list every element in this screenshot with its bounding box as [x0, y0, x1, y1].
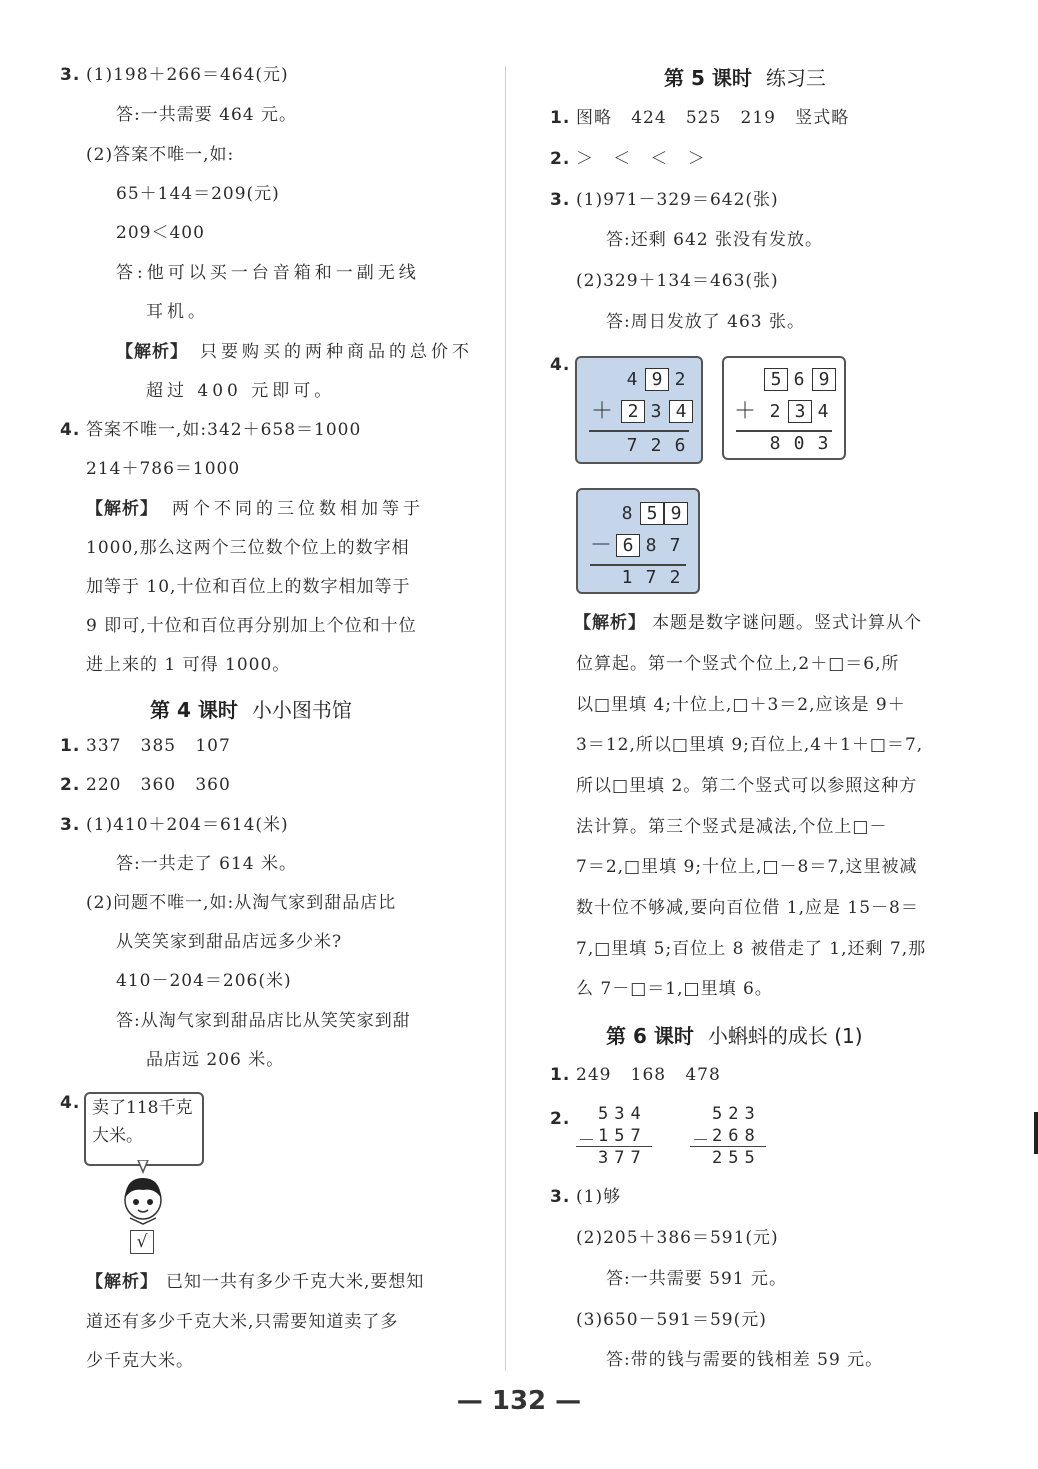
- analysis-text: 么 7－□＝1,□里填 6。: [576, 979, 773, 999]
- lesson-label: 第 6 课时: [606, 1024, 694, 1048]
- analysis-text: 位算起。第一个竖式个位上,2＋□＝6,所: [576, 654, 900, 674]
- question-number: 1.: [550, 1065, 571, 1085]
- filled-box: 6: [616, 534, 640, 557]
- digit: 7: [669, 535, 681, 556]
- lesson-label: 第 4 课时: [150, 698, 238, 722]
- filled-box: 3: [788, 400, 812, 423]
- question-number: 1.: [550, 108, 571, 128]
- digit: 2: [674, 369, 686, 390]
- analysis-text: 进上来的 1 可得 1000。: [86, 655, 291, 675]
- question-number: 3.: [550, 1187, 571, 1207]
- bubble-text: 大米。: [92, 1126, 143, 1146]
- lesson-heading: [664, 62, 826, 91]
- sum-line: [589, 430, 689, 432]
- answer-line: 答:带的钱与需要的钱相差 59 元。: [606, 1350, 884, 1370]
- digit: 8: [645, 535, 657, 556]
- analysis-tag: 【解析】: [574, 613, 646, 633]
- minus-sign: －: [578, 1131, 601, 1151]
- question-number: 2.: [550, 1109, 571, 1129]
- digit-puzzle-3: [576, 488, 700, 594]
- lesson-title: 练习三: [765, 66, 826, 90]
- minus-sign: －: [692, 1131, 715, 1151]
- analysis-text: 7,□里填 5;百位上 8 被借走了 1,还剩 7,那: [576, 939, 927, 959]
- question-number: 3.: [60, 65, 81, 85]
- lesson-heading: [150, 694, 352, 723]
- digit: 1: [621, 567, 633, 588]
- answer-line: (2)329＋134＝463(张): [576, 271, 779, 291]
- answer-line: 答:还剩 642 张没有发放。: [606, 230, 823, 250]
- question-number: 2.: [550, 149, 571, 169]
- analysis-tag: 【解析】: [116, 342, 188, 362]
- digit: 7: [626, 435, 638, 456]
- analysis-text: 以□里填 4;十位上,□＋3＝2,应该是 9＋: [576, 695, 906, 715]
- digit: 2: [650, 435, 662, 456]
- answer-line: (2)问题不唯一,如:从淘气家到甜品店比: [86, 893, 397, 913]
- filled-box: 9: [645, 368, 669, 391]
- answer-line: 249 168 478: [576, 1065, 721, 1085]
- question-number: 4.: [60, 1093, 81, 1113]
- answer-line: 答:一共需要 464 元。: [116, 105, 297, 125]
- answer-line: (2)答案不唯一,如:: [86, 145, 235, 165]
- digit: 4: [626, 369, 638, 390]
- analysis-tag: 【解析】: [86, 1272, 158, 1292]
- answer-line: (1)够: [576, 1187, 622, 1207]
- column-divider: [505, 66, 506, 1371]
- digit: 2: [669, 567, 681, 588]
- analysis-text: 本题是数字谜问题。竖式计算从个: [652, 613, 922, 633]
- child-face-illustration: [110, 1160, 180, 1230]
- digit: 6: [674, 435, 686, 456]
- answer-line: 品店远 206 米。: [146, 1050, 285, 1070]
- answer-line: 答:一共走了 614 米。: [116, 854, 297, 874]
- answer-line: (3)650－591＝59(元): [576, 1310, 767, 1330]
- analysis-text: 少千克大米。: [86, 1351, 194, 1371]
- digit: 6: [793, 369, 805, 390]
- digit: 8: [621, 503, 633, 524]
- plus-sign: ＋: [734, 399, 757, 424]
- analysis-text: 1000,那么这两个三位数个位上的数字相: [86, 538, 410, 558]
- answer-line: (1)410＋204＝614(米): [86, 815, 289, 835]
- lesson-title: 小小图书馆: [251, 698, 352, 722]
- answer-line: 从笑笑家到甜品店远多少米?: [116, 932, 343, 952]
- digit-puzzle-2: [722, 356, 846, 460]
- question-number: 3.: [60, 815, 81, 835]
- digit-puzzle-1: [575, 356, 703, 464]
- digit: 2: [769, 401, 781, 422]
- analysis-text: 所以□里填 2。第二个竖式可以参照这种方: [576, 776, 918, 796]
- filled-box: 4: [669, 400, 693, 423]
- digit: 0: [793, 433, 805, 454]
- analysis-text: 7＝2,□里填 9;十位上,□－8＝7,这里被减: [576, 857, 918, 877]
- answer-line: 答:一共需要 591 元。: [606, 1269, 787, 1289]
- answer-line: 337 385 107: [86, 736, 231, 756]
- analysis-text: 道还有多少千克大米,只需要知道卖了多: [86, 1312, 399, 1332]
- minus-sign: －: [590, 533, 613, 558]
- answer-line: 220 360 360: [86, 775, 231, 795]
- question-number: 4.: [550, 355, 571, 375]
- analysis-text: 9 即可,十位和百位再分别加上个位和十位: [86, 616, 417, 636]
- page-edge-mark: [1034, 1112, 1038, 1154]
- vertical-subtrahend: 157: [598, 1126, 647, 1146]
- analysis-text: 两个不同的三位数相加等于: [172, 499, 424, 519]
- question-number: 1.: [60, 736, 81, 756]
- vertical-subtrahend: 268: [712, 1126, 761, 1146]
- question-number: 2.: [60, 775, 81, 795]
- analysis-text: 只要购买的两种商品的总价不: [200, 342, 473, 362]
- lesson-label: 第 5 课时: [664, 66, 752, 90]
- check-box: √: [130, 1230, 154, 1254]
- analysis-text: 法计算。第三个竖式是减法,个位上□－: [576, 817, 888, 837]
- lesson-title: 小蝌蚪的成长 (1): [707, 1024, 863, 1048]
- filled-box: 9: [664, 502, 688, 525]
- answer-line: 答:周日发放了 463 张。: [606, 312, 805, 332]
- answer-line: (2)205＋386＝591(元): [576, 1228, 779, 1248]
- answer-line: ＞ ＜ ＜ ＞: [576, 149, 706, 169]
- digit: 3: [817, 433, 829, 454]
- bubble-text: 卖了118千克: [92, 1098, 193, 1118]
- question-number: 3.: [550, 190, 571, 210]
- answer-line: (1)971－329＝642(张): [576, 190, 779, 210]
- speech-bubble: [84, 1092, 204, 1166]
- answer-line: 65＋144＝209(元): [116, 184, 280, 204]
- digit: 4: [817, 401, 829, 422]
- question-number: 4.: [60, 420, 81, 440]
- filled-box: 5: [640, 502, 664, 525]
- analysis-tag: 【解析】: [86, 499, 158, 519]
- filled-box: 9: [812, 368, 836, 391]
- answer-line: 图略 424 525 219 竖式略: [576, 108, 850, 128]
- analysis-text: 数十位不够减,要向百位借 1,应是 15－8＝: [576, 898, 919, 918]
- vertical-minuend: 534: [598, 1104, 647, 1124]
- filled-box: 5: [764, 368, 788, 391]
- analysis-text: 超过 400 元即可。: [146, 381, 336, 401]
- analysis-text: 加等于 10,十位和百位上的数字相加等于: [86, 577, 411, 597]
- plus-sign: ＋: [591, 399, 614, 424]
- page-number: — 132 —: [456, 1386, 582, 1416]
- difference-line: [576, 1146, 652, 1147]
- vertical-result: 255: [712, 1148, 761, 1168]
- answer-line: 答:他可以买一台音箱和一副无线: [116, 263, 420, 283]
- digit: 3: [650, 401, 662, 422]
- filled-box: 2: [621, 400, 645, 423]
- analysis-text: 已知一共有多少千克大米,要想知: [166, 1272, 425, 1292]
- digit: 7: [645, 567, 657, 588]
- answer-line: (1)198＋266＝464(元): [86, 65, 289, 85]
- answer-line: 答案不唯一,如:342＋658＝1000: [86, 420, 362, 440]
- analysis-text: 3＝12,所以□里填 9;百位上,4＋1＋□＝7,: [576, 735, 924, 755]
- difference-line: [690, 1146, 766, 1147]
- vertical-result: 377: [598, 1148, 647, 1168]
- answer-line: 答:从淘气家到甜品店比从笑笑家到甜: [116, 1011, 411, 1031]
- vertical-minuend: 523: [712, 1104, 761, 1124]
- answer-line: 209＜400: [116, 223, 205, 243]
- answer-line: 耳机。: [146, 302, 209, 322]
- lesson-heading: [606, 1020, 863, 1049]
- answer-line: 410－204＝206(米): [116, 971, 292, 991]
- digit: 8: [769, 433, 781, 454]
- answer-line: 214＋786＝1000: [86, 459, 241, 479]
